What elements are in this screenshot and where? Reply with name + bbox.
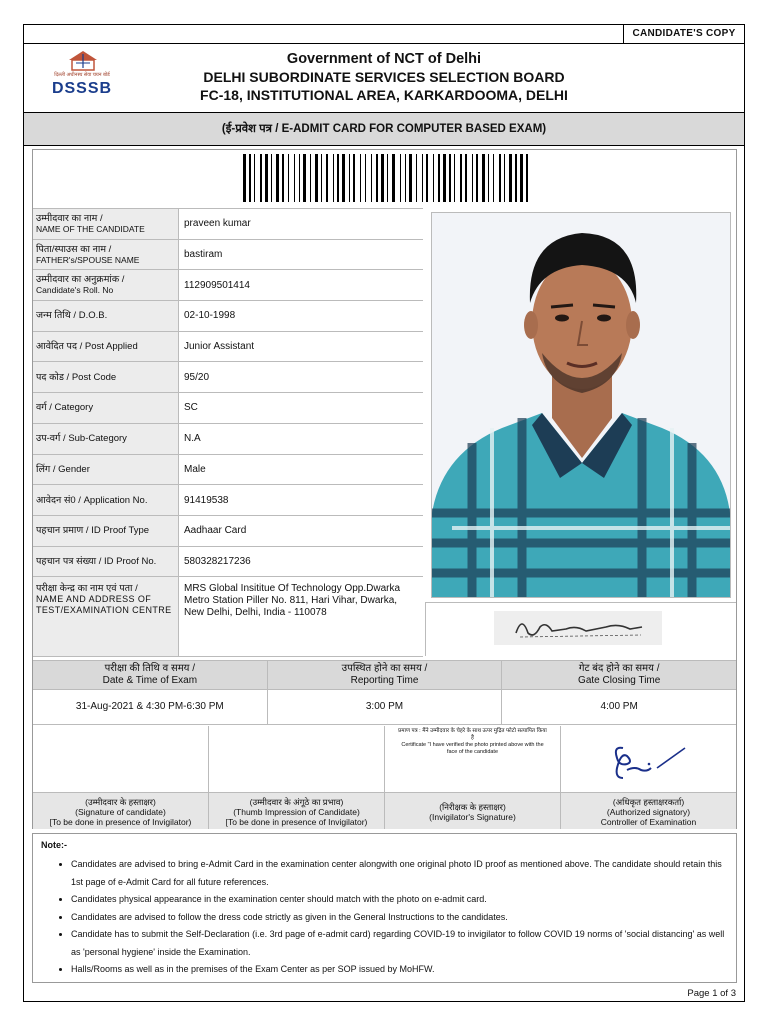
- detail-label: [33, 485, 179, 515]
- header: [24, 43, 744, 112]
- sig-label-controller-hi: (अधिकृत हस्ताक्षरकर्ता): [612, 797, 685, 807]
- detail-label-hi: वर्ग / Category: [36, 402, 94, 414]
- detail-label: [33, 301, 179, 331]
- barcode-bar: [416, 154, 417, 202]
- barcode-bar: [254, 154, 255, 202]
- exam-date-header-hi: परीक्षा की तिथि व समय /: [104, 663, 196, 674]
- barcode-bar: [353, 154, 355, 202]
- admit-card-title: (ई-प्रवेश पत्र / E-ADMIT CARD FOR COMPUTER BASED EXAM): [24, 112, 744, 146]
- reporting-time-header-hi: उपस्थित होने का समय /: [341, 663, 428, 674]
- detail-value: 91419538: [184, 494, 229, 506]
- note-item: • Candidate has to submit the Self-Declaration (i.e. 3rd page of e-admit card) regarding COVID-19 to invigilator to follow COVID 19 norms of 'social distancing' as well as 'personal hygiene' inside the Examination.: [71, 926, 728, 961]
- sig-label-candidate-hi: (उम्मीदवार के हस्ताक्षर): [85, 797, 156, 807]
- detail-label: [33, 362, 179, 392]
- barcode-bar: [365, 154, 366, 202]
- detail-row: [33, 332, 423, 363]
- barcode-bar: [472, 154, 473, 202]
- header-line-2: DELHI SUBORDINATE SERVICES SELECTION BOARD: [203, 69, 565, 85]
- barcode-bar: [271, 154, 272, 202]
- detail-label-en: FATHER's/SPOUSE NAME: [36, 254, 140, 265]
- candidate-section: [32, 149, 737, 829]
- gate-closing-header: [502, 661, 736, 689]
- barcode-bar: [520, 154, 523, 202]
- signature-cells: [33, 726, 736, 793]
- note-item: • Candidates are advised to follow the dress code strictly as given in the General Instructions to the candidates.: [71, 909, 728, 927]
- sig-label-invigilator-hi: (निरीक्षक के हस्ताक्षर): [439, 802, 506, 812]
- barcode-bar: [433, 154, 434, 202]
- certificate-en: Certificate "I have verified the photo printed above with the face of the candidate: [401, 742, 544, 755]
- signature-area: [33, 726, 736, 826]
- detail-value: N.A: [184, 433, 201, 445]
- detail-label-hi: जन्म तिथि / D.O.B.: [36, 310, 108, 322]
- signature-labels: [33, 793, 736, 829]
- barcode-bar: [326, 154, 328, 202]
- detail-label-hi: उप-वर्ग / Sub-Category: [36, 433, 127, 445]
- barcode-bar: [333, 154, 334, 202]
- detail-label-hi: लिंग / Gender: [36, 463, 90, 475]
- note-item: • Halls/Rooms as well as in the premises of the Exam Center as per SOP issued by MoHFW.: [71, 961, 728, 979]
- controller-signature-cell: [561, 726, 736, 792]
- notes-section: [32, 833, 737, 983]
- exam-centre-label-en: NAME AND ADDRESS OF TEST/EXAMINATION CENTRE: [36, 594, 172, 616]
- detail-value: praveen kumar: [184, 218, 251, 230]
- sig-label-controller-en2: Controller of Examination: [600, 817, 697, 827]
- exam-schedule-header: [33, 660, 736, 690]
- detail-value: 580328217236: [184, 555, 251, 567]
- barcode-bar: [315, 154, 318, 202]
- copy-label: CANDIDATE'S COPY: [623, 25, 744, 44]
- barcode: [241, 152, 531, 204]
- barcode-bar: [488, 154, 489, 202]
- detail-value: SC: [184, 402, 198, 414]
- gate-closing-value: 4:00 PM: [600, 701, 638, 712]
- barcode-bar: [360, 154, 361, 202]
- reporting-time-value: 3:00 PM: [268, 690, 503, 724]
- note-item: • Candidates are advised to bring e-Admit Card in the examination center alongwith one original photo ID proof as mentioned above. The candidate should retain this 1st page of e-Admit Card for all future references.: [71, 856, 728, 891]
- detail-row: [33, 362, 423, 393]
- detail-label: [33, 270, 179, 300]
- sig-label-invigilator-en1: (Invigilator's Signature): [429, 812, 516, 822]
- detail-label-hi: पहचान प्रमाण / ID Proof Type: [36, 525, 150, 537]
- header-line-1: Government of NCT of Delhi: [286, 51, 482, 67]
- candidate-signature-cell: [33, 726, 209, 792]
- detail-value: 02-10-1998: [184, 310, 236, 322]
- barcode-bar: [303, 154, 306, 202]
- detail-value: bastiram: [184, 249, 223, 261]
- sig-label-controller: [561, 793, 736, 829]
- detail-value: Junior Assistant: [184, 341, 255, 353]
- reporting-time-header: [268, 661, 503, 689]
- barcode-bar: [409, 154, 412, 202]
- exam-date-header: [33, 661, 268, 689]
- barcode-bar: [504, 154, 505, 202]
- note-item: • Candidates physical appearance in the examination center should match with the photo on e-admit card.: [71, 891, 728, 909]
- barcode-bar: [465, 154, 467, 202]
- detail-row: [33, 424, 423, 455]
- barcode-bar: [276, 154, 279, 202]
- sig-label-thumb-hi: (उम्मीदवार के अंगूठे का प्रभाव): [249, 797, 344, 807]
- barcode-bar: [376, 154, 378, 202]
- detail-label-en: NAME OF THE CANDIDATE: [36, 223, 145, 234]
- detail-label-hi: पिता/स्पाउस का नाम /: [36, 243, 112, 255]
- candidate-signature-image: [425, 602, 736, 656]
- barcode-bar: [294, 154, 295, 202]
- barcode-bar: [392, 154, 395, 202]
- detail-label-hi: पद कोड / Post Code: [36, 371, 117, 383]
- barcode-bar: [243, 154, 246, 202]
- detail-row: [33, 547, 423, 578]
- detail-label: [33, 332, 179, 362]
- barcode-bar: [443, 154, 446, 202]
- barcode-bar: [321, 154, 322, 202]
- exam-centre-label: [33, 577, 179, 656]
- notes-list: [41, 856, 728, 979]
- sig-label-thumb: [209, 793, 385, 829]
- barcode-bar: [349, 154, 350, 202]
- detail-value: Aadhaar Card: [184, 525, 247, 537]
- certificate-text: [385, 726, 560, 758]
- barcode-bar: [515, 154, 517, 202]
- exam-centre-row: [33, 577, 423, 657]
- sig-label-thumb-en2: [To be done in presence of Invigilator): [225, 817, 368, 827]
- detail-label-en: Candidate's Roll. No: [36, 285, 114, 296]
- barcode-bar: [438, 154, 440, 202]
- detail-label: [33, 455, 179, 485]
- detail-row: [33, 455, 423, 486]
- detail-label-hi: आवेदित पद / Post Applied: [36, 341, 138, 353]
- dsssb-logo: [40, 50, 124, 102]
- sig-label-thumb-en1: (Thumb Impression of Candidate): [233, 807, 360, 817]
- reporting-time-header-en: Reporting Time: [350, 675, 419, 686]
- detail-row: [33, 516, 423, 547]
- barcode-bar: [449, 154, 451, 202]
- barcode-bar: [422, 154, 423, 202]
- barcode-bar: [493, 154, 494, 202]
- detail-value: Male: [184, 463, 206, 475]
- detail-row: [33, 393, 423, 424]
- detail-row: [33, 485, 423, 516]
- detail-label: [33, 424, 179, 454]
- notes-title: Note:-: [41, 840, 67, 850]
- barcode-bar: [310, 154, 311, 202]
- detail-label-hi: पहचान पत्र संख्या / ID Proof No.: [36, 555, 157, 567]
- exam-centre-label-hi: परीक्षा केन्द्र का नाम एवं पता /: [36, 583, 138, 595]
- barcode-bar: [387, 154, 388, 202]
- detail-row: [33, 270, 423, 301]
- sig-label-candidate-en2: [To be done in presence of Invigilator): [49, 817, 192, 827]
- detail-label-hi: आवेदन सं0 / Application No.: [36, 494, 148, 506]
- gate-closing-header-hi: गेट बंद होने का समय /: [578, 663, 660, 674]
- exam-date-value: 31-Aug-2021 & 4:30 PM-6:30 PM: [33, 690, 268, 724]
- exam-centre-value: MRS Global Insititue Of Technology Opp.Dwarka Metro Station Piller No. 811, Hari Vihar, Dwarka, New Delhi, Delhi, India - 110078: [184, 583, 401, 619]
- detail-label-hi: उम्मीदवार का अनुक्रमांक /: [36, 274, 125, 286]
- barcode-bar: [454, 154, 455, 202]
- sig-label-controller-en1: (Authorized signatory): [606, 807, 691, 817]
- candidate-details: [33, 208, 423, 657]
- controller-signature-image: [561, 726, 736, 790]
- exam-schedule-values: [33, 690, 736, 725]
- barcode-bar: [405, 154, 406, 202]
- barcode-bar: [282, 154, 284, 202]
- exam-schedule: [33, 660, 736, 725]
- logo-tagline: दिल्ली अधीनस्थ सेवा चयन बोर्ड: [54, 72, 110, 78]
- invigilator-signature-cell: [385, 726, 561, 792]
- detail-row: [33, 209, 423, 240]
- barcode-bar: [460, 154, 462, 202]
- barcode-bar: [288, 154, 289, 202]
- barcode-bar: [381, 154, 384, 202]
- barcode-bar: [482, 154, 485, 202]
- barcode-bar: [342, 154, 345, 202]
- barcode-bar: [337, 154, 339, 202]
- candidate-photo: [431, 212, 731, 598]
- barcode-bar: [526, 154, 528, 202]
- barcode-bar: [476, 154, 478, 202]
- detail-label-hi: उम्मीदवार का नाम /: [36, 212, 103, 224]
- detail-label: [33, 393, 179, 423]
- sig-label-candidate: [33, 793, 209, 829]
- logo-brand: DSSSB: [51, 80, 113, 97]
- barcode-bar: [509, 154, 512, 202]
- admit-card-page: [23, 24, 745, 1002]
- barcode-bar: [260, 154, 262, 202]
- detail-label: [33, 516, 179, 546]
- detail-row: [33, 301, 423, 332]
- sig-label-candidate-en1: (Signature of candidate): [75, 807, 166, 817]
- thumb-impression-cell: [209, 726, 385, 792]
- detail-row: [33, 240, 423, 271]
- barcode-bar: [299, 154, 300, 202]
- header-line-3: FC-18, INSTITUTIONAL AREA, KARKARDOOMA, DELHI: [200, 87, 568, 103]
- barcode-bar: [426, 154, 428, 202]
- barcode-bar: [400, 154, 401, 202]
- page-number: Page 1 of 3: [687, 988, 736, 999]
- header-text: [134, 50, 634, 104]
- emblem-icon: [68, 50, 98, 72]
- sig-label-invigilator: [385, 793, 561, 829]
- barcode-bar: [265, 154, 268, 202]
- detail-label: [33, 209, 179, 239]
- barcode-bar: [371, 154, 372, 202]
- barcode-bar: [499, 154, 501, 202]
- detail-value: 112909501414: [184, 279, 250, 291]
- exam-date-header-en: Date & Time of Exam: [102, 675, 198, 686]
- barcode-bar: [249, 154, 251, 202]
- detail-value: 95/20: [184, 371, 210, 383]
- detail-label: [33, 547, 179, 577]
- gate-closing-header-en: Gate Closing Time: [578, 675, 661, 686]
- certificate-hi: प्रमाण पत्र : मैंने उम्मीदवार के चेहरे के साथ ऊपर मुद्रित फोटो सत्यापित किया है: [398, 728, 547, 741]
- detail-label: [33, 240, 179, 270]
